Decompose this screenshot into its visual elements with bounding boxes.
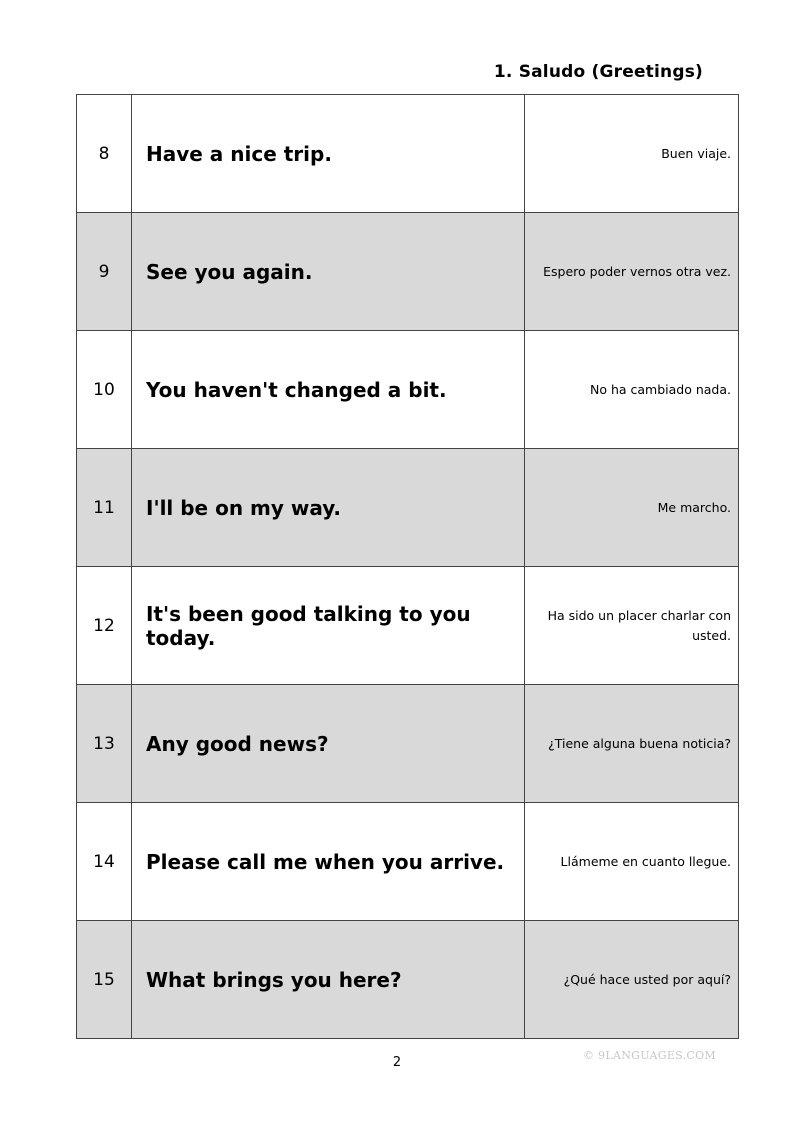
row-number: 14 (77, 803, 132, 921)
english-phrase: Any good news? (132, 685, 525, 803)
spanish-translation: Ha sido un placer charlar con usted. (525, 567, 739, 685)
row-number: 13 (77, 685, 132, 803)
spanish-translation: ¿Tiene alguna buena noticia? (525, 685, 739, 803)
section-title: 1. Saludo (Greetings) (493, 62, 703, 82)
watermark: © 9LANGUAGES.COM (583, 1049, 716, 1062)
english-phrase: See you again. (132, 213, 525, 331)
english-phrase: You haven't changed a bit. (132, 331, 525, 449)
row-number: 10 (77, 331, 132, 449)
english-phrase: It's been good talking to you today. (132, 567, 525, 685)
table-row (77, 213, 739, 331)
row-number: 9 (77, 213, 132, 331)
spanish-translation: Llámeme en cuanto llegue. (525, 803, 739, 921)
english-phrase: I'll be on my way. (132, 449, 525, 567)
row-number: 8 (77, 95, 132, 213)
table-row (77, 567, 739, 685)
spanish-translation: ¿Qué hace usted por aquí? (525, 921, 739, 1039)
table-row (77, 95, 739, 213)
table-row (77, 449, 739, 567)
english-phrase: What brings you here? (132, 921, 525, 1039)
page-number: 2 (392, 1055, 402, 1070)
spanish-translation: Me marcho. (525, 449, 739, 567)
table-row (77, 685, 739, 803)
table-row (77, 803, 739, 921)
row-number: 15 (77, 921, 132, 1039)
row-number: 11 (77, 449, 132, 567)
table-row (77, 921, 739, 1039)
english-phrase: Please call me when you arrive. (132, 803, 525, 921)
row-number: 12 (77, 567, 132, 685)
phrase-table (76, 94, 739, 1039)
table-row (77, 331, 739, 449)
spanish-translation: Espero poder vernos otra vez. (525, 213, 739, 331)
spanish-translation: Buen viaje. (525, 95, 739, 213)
english-phrase: Have a nice trip. (132, 95, 525, 213)
spanish-translation: No ha cambiado nada. (525, 331, 739, 449)
